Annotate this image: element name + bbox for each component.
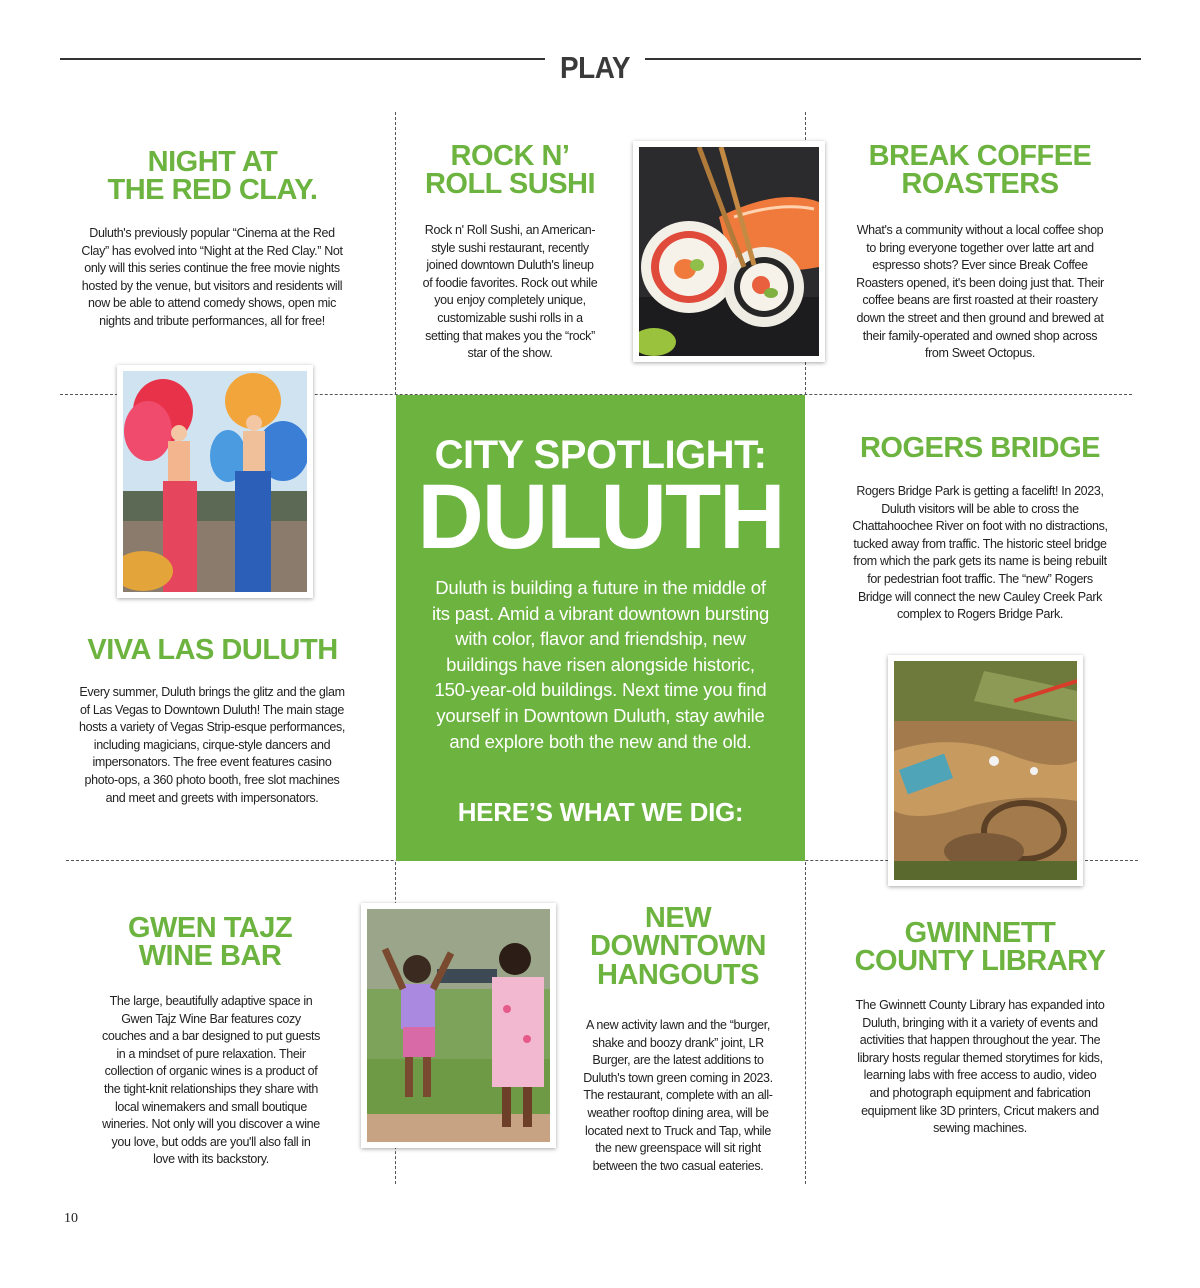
header-rule-right <box>645 58 1141 60</box>
night-red-clay-title: NIGHT AT THE RED CLAY. <box>107 146 318 207</box>
city-spotlight-panel <box>396 395 805 861</box>
spotlight-body: Duluth is building a future in the middle of its past. Amid a vibrant downtown bursting with color, flavor and friendship, new buildings have risen alongside historic, 150-year-old buildings. Next time you find yourself in Downtown Duluth, stay awhile and explore both the new and the old. <box>431 577 770 752</box>
gwinnett-library-title: GWINNETT COUNTY LIBRARY <box>854 917 1106 978</box>
break-coffee-body: What's a community without a local coffee shop to bring everyone together over latte art and espresso shots? Ever since Break Coffee Roasters opened, it's been doing just that. Their coffee beans are first roasted at their roastery down the street and then ground and brewed at their family-operated and owned shop across from Sweet Octopus. <box>856 223 1104 361</box>
gwen-tajz-title: GWEN TAJZ WINE BAR <box>127 912 293 973</box>
spotlight-kicker: CITY SPOTLIGHT: <box>434 433 767 477</box>
sushi-photo <box>633 141 825 362</box>
showgirls-photo <box>117 365 313 598</box>
rogers-bridge-body: Rogers Bridge Park is getting a facelift! In 2023, Duluth visitors will be able to cross the Chattahoochee River on foot with no distractions, tucked away from traffic. The historic steel bridge from which the park gets its name is being rebuilt for pedestrian foot traffic. The “new” Rogers Bridge will connect the new Cauley Creek Park complex to Rogers Bridge Park. <box>852 484 1108 622</box>
rock-roll-sushi-title: ROCK N’ ROLL SUSHI <box>424 140 596 201</box>
divider-vertical-top-left <box>395 112 396 395</box>
viva-las-duluth-body: Every summer, Duluth brings the glitz and the glam of Las Vegas to Downtown Duluth! The main stage hosts a variety of Vegas Strip-esque performances, including magicians, cirque-style dancers and impersonators. The free event features casino photo-ops, a 360 photo booth, free slot machines and meet and greets with impersonators. <box>79 685 345 805</box>
break-coffee-title: BREAK COFFEE ROASTERS <box>868 140 1092 201</box>
new-hangouts-title: NEW DOWNTOWN HANGOUTS <box>590 902 766 991</box>
section-title: PLAY <box>559 50 631 85</box>
page-number: 10 <box>64 1211 78 1226</box>
rogers-bridge-title: ROGERS BRIDGE <box>859 432 1101 464</box>
spotlight-city: DULUTH <box>417 466 784 568</box>
new-hangouts-body: A new activity lawn and the “burger, shake and boozy drank” joint, LR Burger, are the latest additions to Duluth's town green coming in 2023. The restaurant, complete with an all-weather rooftop dining area, will be located next to Truck and Tap, while the new greenspace will sit right between the two casual eateries. <box>583 1018 773 1173</box>
header-rule-left <box>60 58 545 60</box>
gwen-tajz-body: The large, beautifully adaptive space in Gwen Tajz Wine Bar features cozy couches and a bar designed to put guests in a mindset of pure relaxation. Their collection of organic wines is a product of the tight-knit relationships they share with local winemakers and small boutique wineries. Not only will you discover a wine you love, but odds are you'll also fall in love with its backstory. <box>101 994 321 1167</box>
spotlight-cta: HERE’S WHAT WE DIG: <box>457 797 744 827</box>
viva-las-duluth-title: VIVA LAS DULUTH <box>87 634 338 666</box>
rock-roll-sushi-body: Rock n' Roll Sushi, an American-style sushi restaurant, recently joined downtown Duluth's lineup of foodie favorites. Rock out while you enjoy completely unique, customizable sushi rolls in a setting that makes you the “rock” star of the show. <box>422 223 598 361</box>
divider-vertical-bottom-right <box>805 862 806 1184</box>
bridge-construction-photo <box>888 655 1083 886</box>
kids-dancing-photo <box>361 903 556 1148</box>
gwinnett-library-body: The Gwinnett County Library has expanded into Duluth, bringing with it a variety of events and activities that happen throughout the year. The library hosts regular themed storytimes for kids, learning labs with free access to audio, video and photograph equipment and fabrication equipment like 3D printers, Cricut makers and sewing machines. <box>855 998 1105 1136</box>
night-red-clay-body: Duluth's previously popular “Cinema at the Red Clay” has evolved into “Night at the Red Clay.” Not only will this series continue the free movie nights hosted by the venue, but visitors and residents will now be able to attend comedy shows, open mic nights and tribute performances, all for free! <box>81 226 343 328</box>
